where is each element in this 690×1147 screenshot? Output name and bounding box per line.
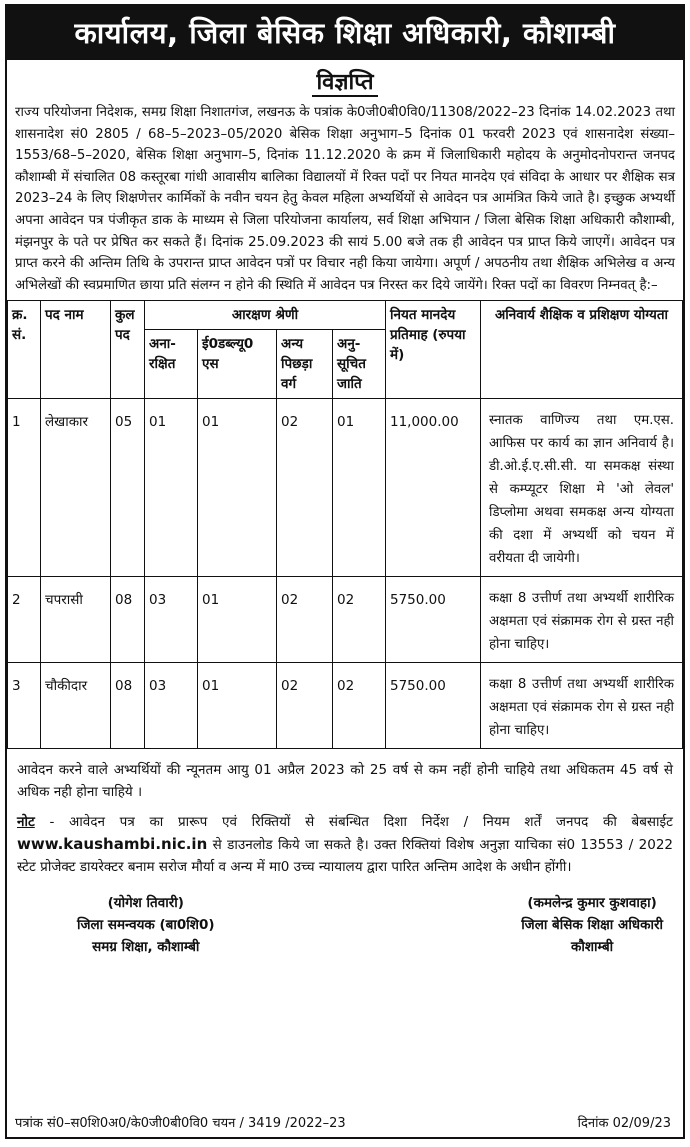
letter-number: पत्रांक सं0–स0शि0अ0/के0जी0बी0वि0 चयन / 3419 /2022–23 [15,1116,346,1131]
signature-left [77,892,215,958]
signatory-designation: जिला समन्वयक (बा0शि0) [77,917,215,934]
row-qualification: स्नातक वाणिज्य तथा एम.एस. आफिस पर कार्य का ज्ञान अनिवार्य है। डी.ओ.ई.ए.सी.सी. या समकक्ष संस्था से कम्प्यूटर शिक्षा मे 'ओ लेवल' डिप्लोमा अथवा समकक्ष अन्य योग्यता की दशा में अभ्यर्थी को चयन में वरीयता दी जायेगी। [481,399,683,577]
website-link[interactable]: www.kaushambi.nic.in [17,835,208,854]
header-reservation: आरक्षण श्रेणी [145,301,386,330]
notice-intro: राज्य परियोजना निदेशक, समग्र शिक्षा निशातगंज, लखनऊ के पत्रांक के0जी0बी0वि0/11308/2022–23 दिनांक 14.02.2023 तथा शासनादेश सं0 2805 / 68–5–2023–05/2020 बेसिक शिक्षा अनुभाग–5 दिनांक 01 फरवरी 2023 एवं शासनादेश संख्या– 1553/68–5–2020, बेसिक शिक्षा अनुभाग–5, दिनांक 11.12.2020 के क्रम में जिलाधिकारी महोदय के अनुमोदनोपरान्त जनपद कौशाम्बी में संचालित 08 कस्तूरबा गांधी आवासीय बालिका विद्यालयों में रिक्त पदों पर नियत मानदेय एवं संविदा के आधार पर शैक्षिक सत्र 2023–24 के लिए शिक्षणेत्तर कार्मिकों के नवीन चयन हेतु केवल महिला अभ्यर्थियों से आवेदन पत्र आमंत्रित किये जाते है। इच्छुक अभ्यर्थी अपना आवेदन पत्र पंजीकृत डाक के माध्यम से जिला परियोजना कार्यालय, सर्व शिक्षा अभियान / जिला बेसिक शिक्षा अधिकारी कौशाम्बी, मंझनपुर के पते पर प्रेषित कर सकते हैं। दिनांक 25.09.2023 की सायं 5.00 बजे तक ही आवेदन पत्र प्राप्त किये जाएगें। आवेदन पत्र प्राप्त करने की अन्तिम तिथि के उपरान्त प्राप्त आवेदन पत्रों पर विचार नही किया जायेगा। अपूर्ण / अपठनीय तथा शैक्षिक अभिलेख व अन्य अभिलेखों की स्वप्रमाणित छाया प्रति संलग्न न होने की स्थिति में आवेदन पत्र निरस्त कर दिये जायेंगे। रिक्त पदों का विवरण निम्नवत् है:– [15,105,675,293]
header-obc: अन्य पिछड़ा वर्ग [277,330,333,399]
row-serial: 3 [8,663,41,749]
note-paragraph [7,803,683,878]
signature-right [521,892,663,958]
header-post: पद नाम [41,301,111,399]
row-general: 03 [145,663,198,749]
signature-block [7,878,683,958]
row-honorarium: 11,000.00 [386,399,481,577]
row-ews: 01 [198,399,277,577]
notice-title-wrap [7,66,683,96]
header-total: कुल पद [111,301,145,399]
vacancy-table [7,300,683,749]
row-serial: 2 [8,577,41,663]
table-header-row [8,301,683,330]
header-general: अना- रक्षित [145,330,198,399]
row-ews: 01 [198,663,277,749]
age-criteria: आवेदन करने वाले अभ्यर्थियों की न्यूनतम आयु 01 अप्रैल 2023 को 25 वर्ष से कम नहीं होनी चाहिये तथा अधिकतम 45 वर्ष से अधिक नही होना चाहिये । [17,762,673,801]
row-total: 08 [111,577,145,663]
row-obc: 02 [277,399,333,577]
table-row [8,399,683,577]
letter-date: दिनांक 02/09/23 [577,1116,671,1131]
row-general: 01 [145,399,198,577]
row-general: 03 [145,577,198,663]
signatory-office: कौशाम्बी [571,939,614,956]
header-sc: अनु- सूचित जाति [333,330,386,399]
notice-title: विज्ञप्ति [312,70,377,97]
row-qualification: कक्षा 8 उत्तीर्ण तथा अभ्यर्थी शारीरिक अक्षमता एवं संक्रामक रोग से ग्रस्त नही होना चाहिए। [481,663,683,749]
row-ews: 01 [198,577,277,663]
row-post: चपरासी [41,577,111,663]
row-sc: 01 [333,399,386,577]
row-serial: 1 [8,399,41,577]
row-total: 08 [111,663,145,749]
signatory-name: (कमलेन्द्र कुमार कुशवाहा) [527,895,657,912]
note-text-after: से डाउनलोड किये जा सकते है। उक्त रिक्तियां विशेष अनुज्ञा याचिका सं0 13553 / 2022 स्टेट प्रोजेक्ट डायरेक्टर बनाम सरोज मौर्या व अन्य में मा0 उच्च न्यायालय द्वारा पारित अन्तिम आदेश के अधीन होंगी। [17,837,673,876]
signatory-designation: जिला बेसिक शिक्षा अधिकारी [521,917,663,934]
note-label: नोट [17,814,35,831]
row-qualification: कक्षा 8 उत्तीर्ण तथा अभ्यर्थी शारीरिक अक्षमता एवं संक्रामक रोग से ग्रस्त नही होना चाहिए। [481,577,683,663]
row-post: लेखाकार [41,399,111,577]
signatory-office: समग्र शिक्षा, कौशाम्बी [92,939,200,956]
header-honorarium: नियत मानदेय प्रतिमाह (रुपया में) [386,301,481,399]
row-honorarium: 5750.00 [386,577,481,663]
note-text-before: - आवेदन पत्र का प्रारूप एवं रिक्तियों से संबन्धित दिशा निर्देश / नियम शर्तें जनपद की बेबसाईट [34,814,673,831]
notice-page [5,4,685,1139]
header-qualification: अनिवार्य शैक्षिक व प्रशिक्षण योग्यता [481,301,683,399]
footer-line [15,1113,671,1131]
row-obc: 02 [277,663,333,749]
row-total: 05 [111,399,145,577]
header-serial: क्र. सं. [8,301,41,399]
row-obc: 02 [277,577,333,663]
row-sc: 02 [333,663,386,749]
row-sc: 02 [333,577,386,663]
row-honorarium: 5750.00 [386,663,481,749]
header-ews: ई0डब्ल्यू0 एस [198,330,277,399]
signatory-name: (योगेश तिवारी) [107,895,184,912]
table-row [8,663,683,749]
table-row [8,577,683,663]
row-post: चौकीदार [41,663,111,749]
office-header: कार्यालय, जिला बेसिक शिक्षा अधिकारी, कौशाम्बी [7,6,683,60]
